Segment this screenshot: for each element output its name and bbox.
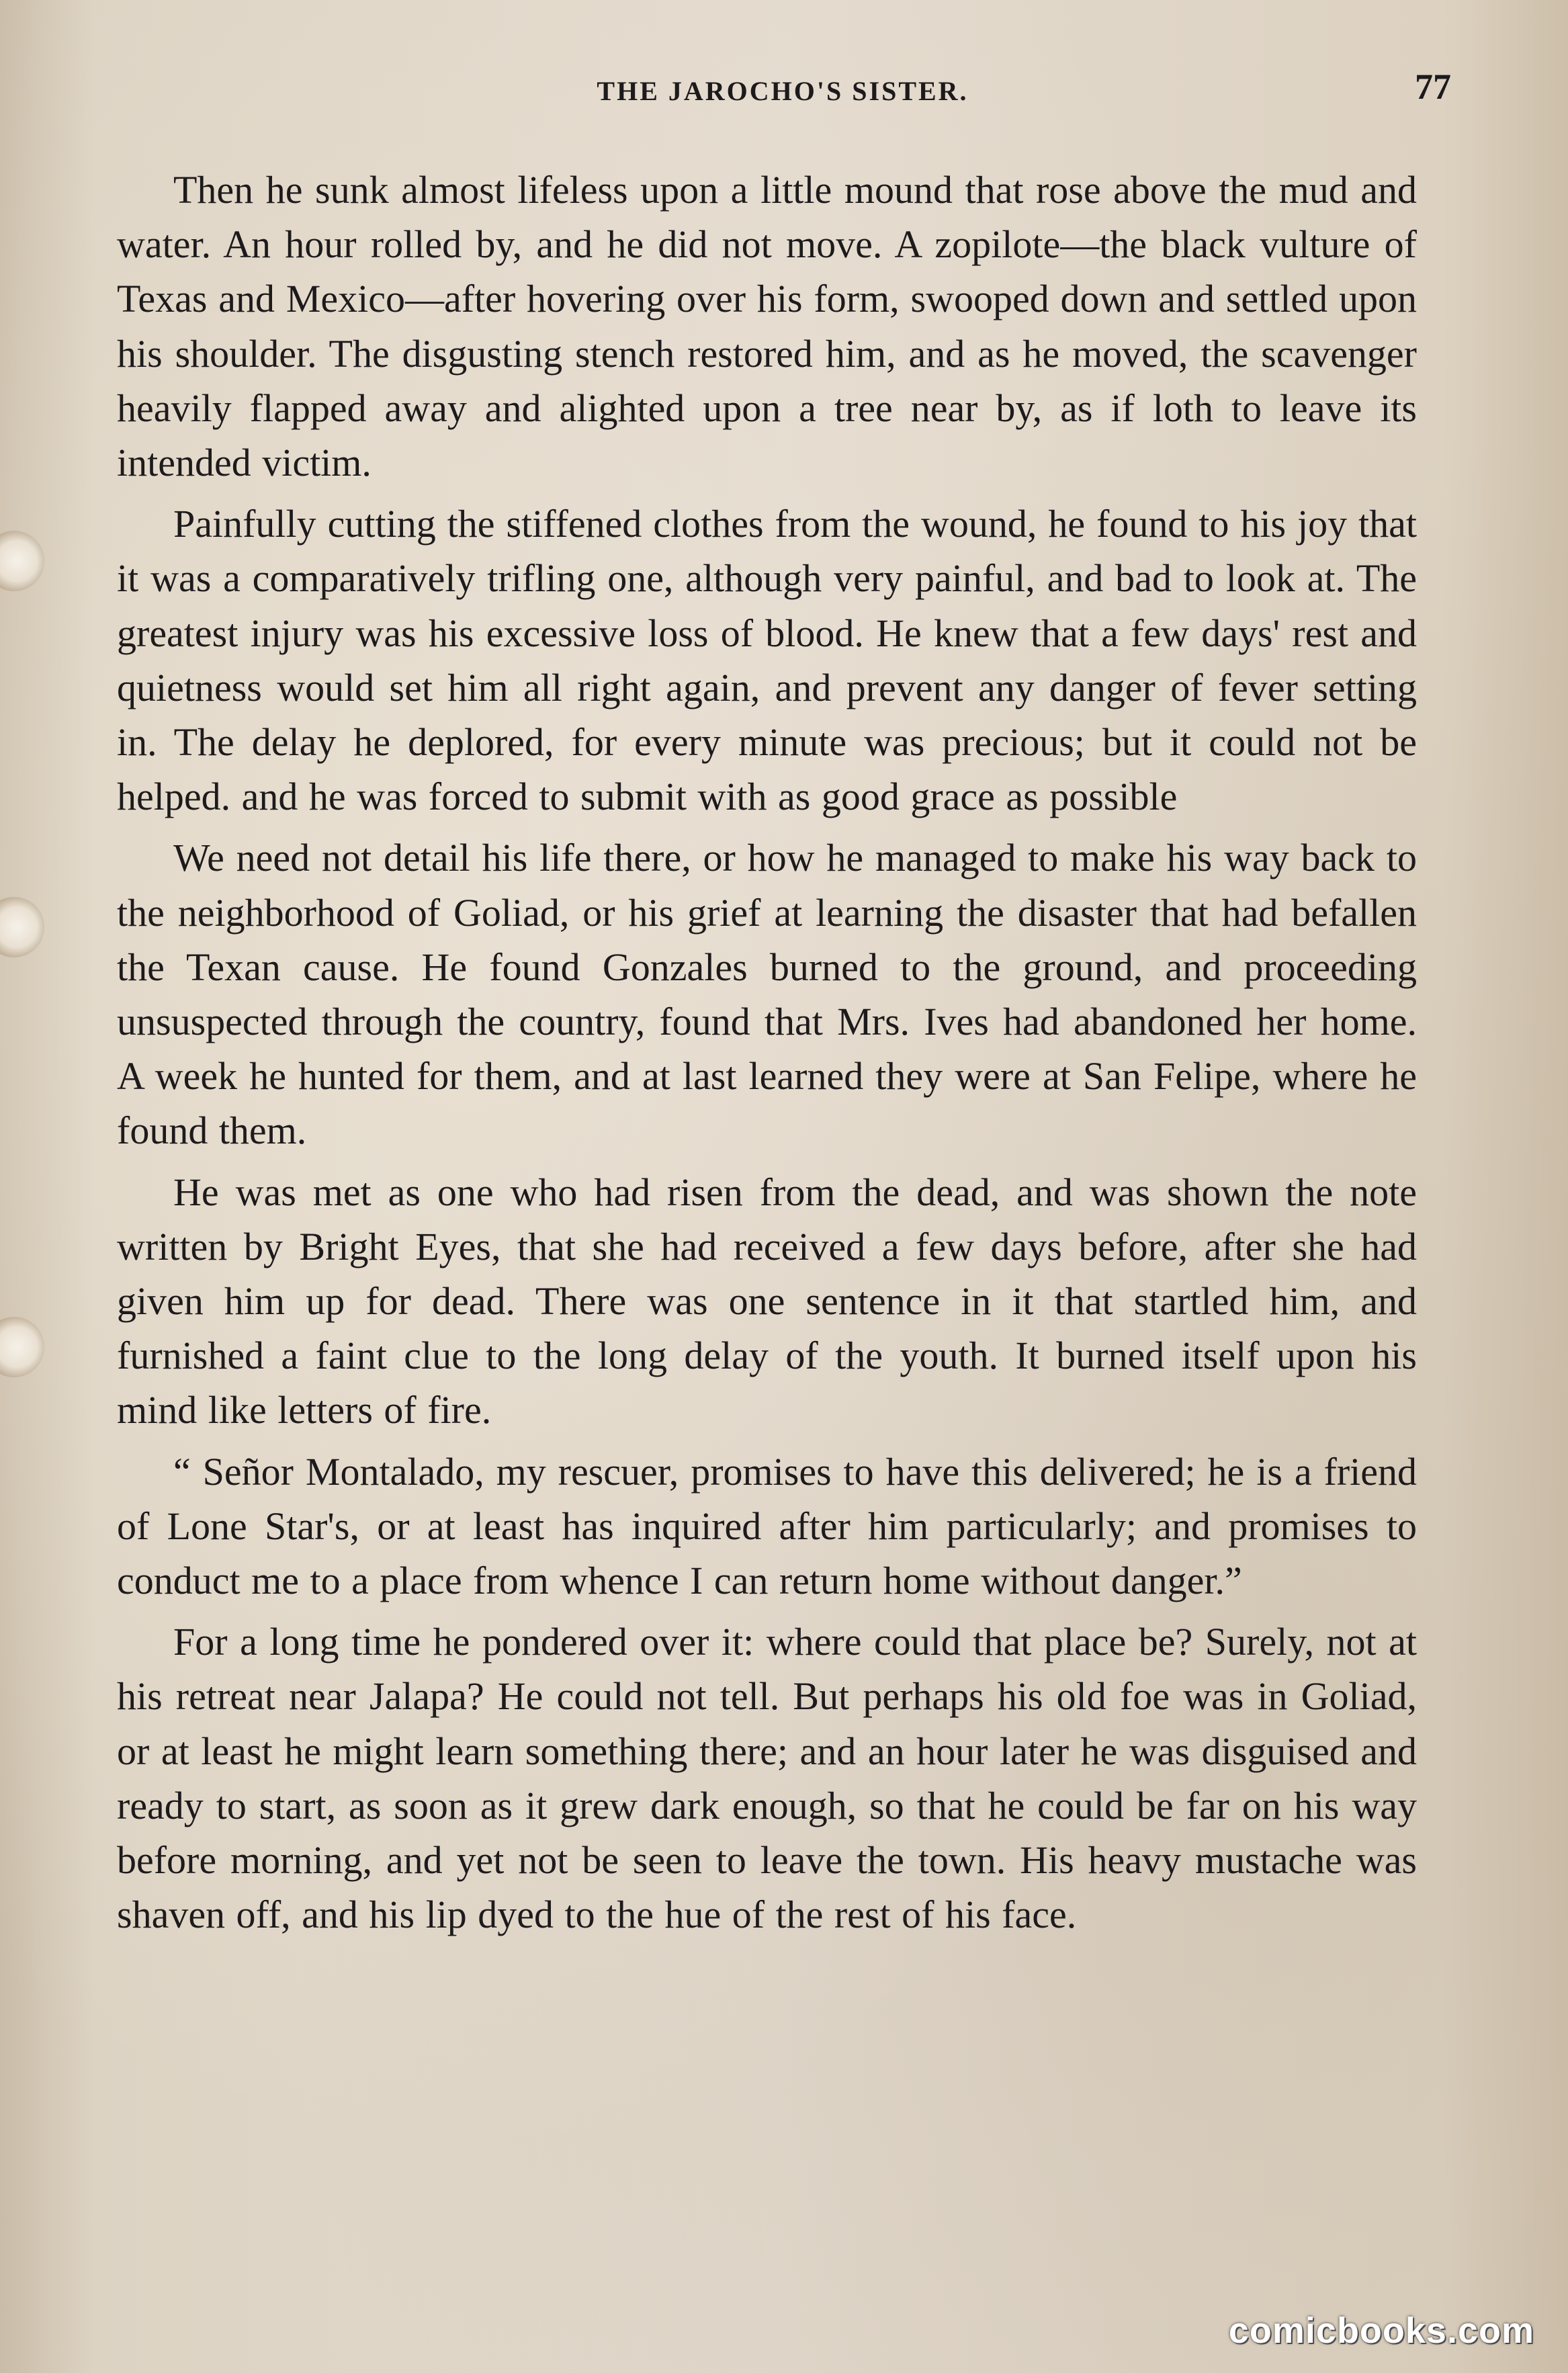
running-title: THE JAROCHO'S SISTER. xyxy=(597,76,969,106)
paragraph-4: He was met as one who had risen from the dead, and was shown the note written by Bright Eyes, that she had received a few days before, after she had given him up for dead. There was one sentence in it that startled him, and furnished a faint clue to the long delay of the youth. It burned itself upon his mind like letters of fire. xyxy=(117,1170,1417,1432)
paragraph-5: “ Señor Montalado, my rescuer, promises to have this delivered; he is a friend of Lone Star's, or at least has inquired after him particularly; and promises to conduct me to a place from whence I can return home without danger.” xyxy=(117,1449,1417,1603)
running-head xyxy=(114,67,1451,116)
paragraph-1: Then he sunk almost lifeless upon a little mound that rose above the mud and water. An hour rolled by, and he did not move. A zopilote—the black vulture of Texas and Mexico—after hovering over his form, swooped down and settled upon his shoulder. The disgusting stench restored him, and as he moved, the scavenger heavily flapped away and alighted upon a tree near by, as if loth to leave its intended victim. xyxy=(117,168,1417,485)
binding-hole-bottom xyxy=(0,1317,44,1377)
body-text xyxy=(117,163,1417,1949)
binding-hole-top xyxy=(0,531,44,591)
paragraph-6: For a long time he pondered over it: where could that place be? Surely, not at his retreat near Jalapa? He could not tell. But perhaps his old foe was in Goliad, or at least he might learn something there; and an hour later he was disguised and ready to start, as soon as it grew dark enough, so that he could be far on his way before morning, and yet not be seen to leave the town. His heavy mustache was shaven off, and his lip dyed to the hue of the rest of his face. xyxy=(117,1620,1417,1937)
paragraph-3: We need not detail his life there, or how he managed to make his way back to the neighborhood of Goliad, or his grief at learning the disaster that had befallen the Texan cause. He found Gonzales burned to the ground, and proceeding unsuspected through the country, found that Mrs. Ives had abandoned her home. A week he hunted for them, and at last learned they were at San Felipe, where he found them. xyxy=(117,836,1417,1153)
paragraph-2: Painfully cutting the stiffened clothes from the wound, he found to his joy that it was a comparatively trifling one, although very painful, and bad to look at. The greatest injury was his excessive loss of blood. He knew that a few days' rest and quietness would set him all right again, and prevent any danger of fever setting in. The delay he deplored, for every minute was precious; but it could not be helped. and he was forced to submit with as good grace as possible xyxy=(117,502,1417,819)
watermark: comicbooks.com xyxy=(1228,2311,1534,2351)
binding-hole-middle xyxy=(0,897,44,957)
page-number: 77 xyxy=(1415,67,1451,107)
